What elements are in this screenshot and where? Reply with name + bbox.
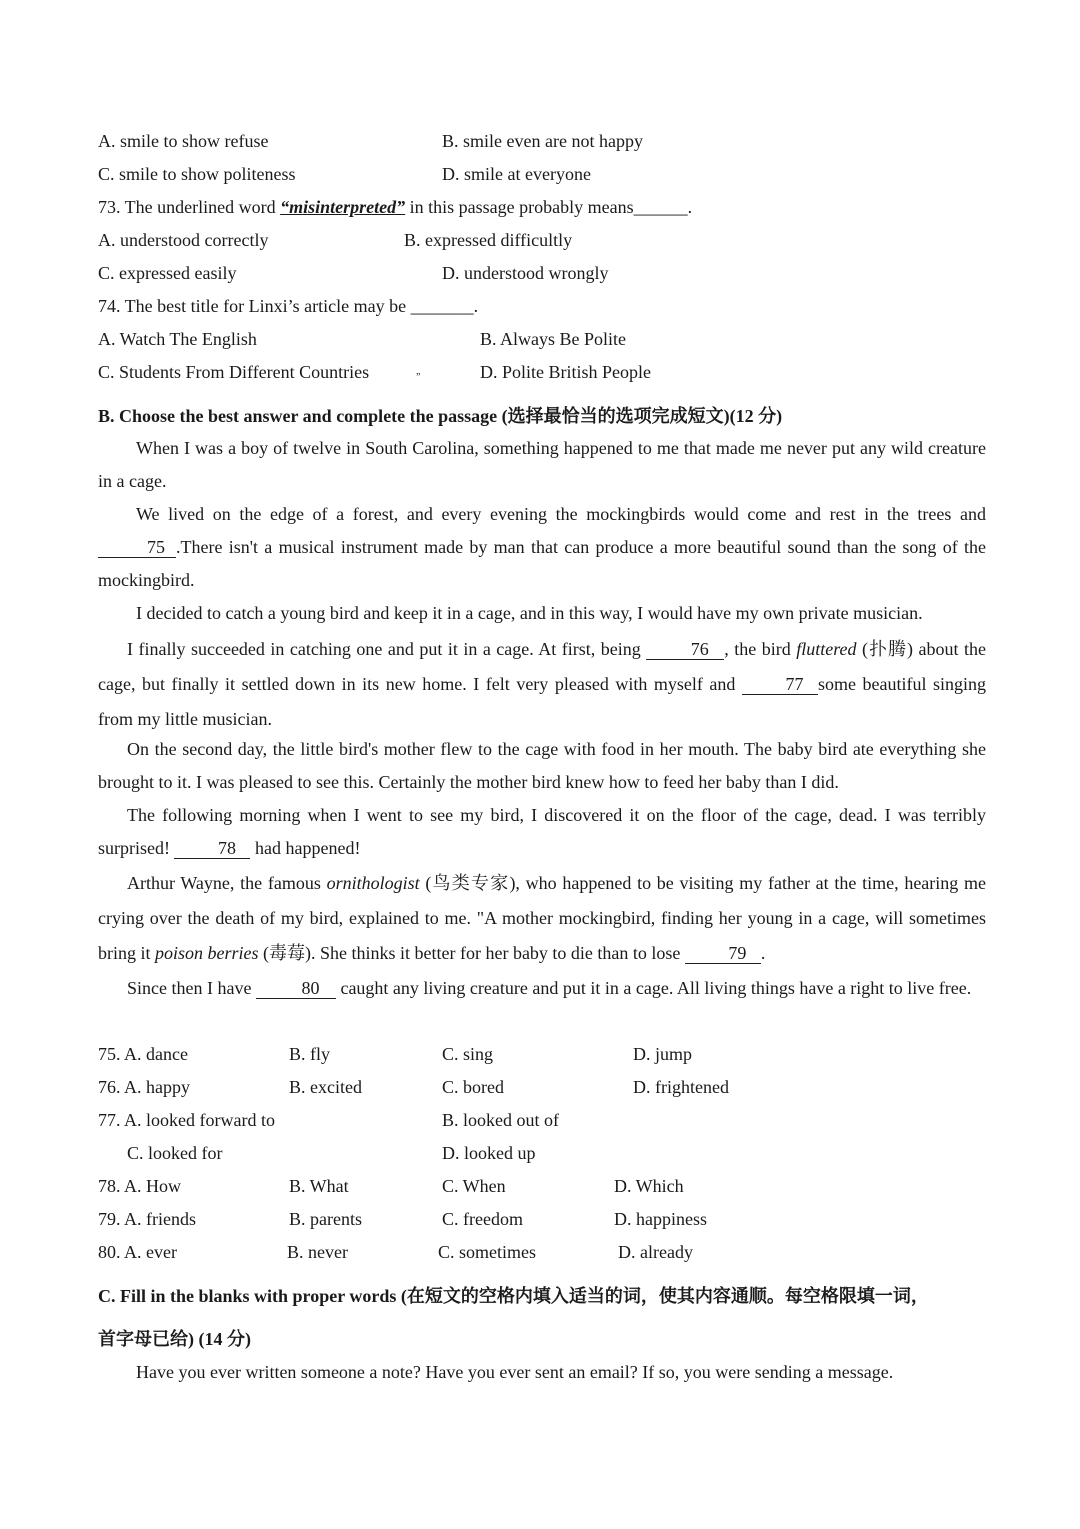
q79-option-c: C. freedom [442,1209,523,1229]
q75-option-d: D. jump [633,1044,693,1064]
blank-79: 79 [685,943,761,964]
blank-78: 78 [174,838,250,859]
q80-option-d: D. already [618,1242,693,1262]
passage-c-p1: Have you ever written someone a note? Have you ever sent an email? If so, you were sending a message. [136,1362,894,1382]
p4-text-b: , the bird [724,639,797,659]
passage-b-p3: I decided to catch a young bird and keep it in a cage, and in this way, I would have my own private musician. [136,603,923,623]
blank-77: 77 [742,674,818,695]
q78-option-b: B. What [289,1176,349,1196]
p4-italic-word: fluttered [796,639,857,659]
q73-stem-after: in this passage probably means______. [405,197,693,217]
p7-text-d: . [760,943,766,963]
q73-option-a: A. understood correctly [98,230,269,250]
q77-option-a: 77. A. looked forward to [98,1110,275,1130]
stray-mark: „ [416,366,421,377]
q74-option-b: B. Always Be Polite [480,329,627,349]
q78-option-c: C. When [442,1176,506,1196]
p2-text-b: .There isn't a musical instrument made by man that can produce a more beautiful sound than the song of the mockingbird. [98,537,986,590]
q77-option-b: B. looked out of [442,1110,559,1130]
q73-option-d: D. understood wrongly [442,263,609,283]
q74-option-a: A. Watch The English [98,329,257,349]
passage-b-p1: When I was a boy of twelve in South Carolina, something happened to me that made me never put any wild creature in a cage. [98,438,986,491]
q80-option-c: C. sometimes [438,1242,536,1262]
q74-stem: 74. The best title for Linxi’s article may be _______. [98,296,479,316]
q79-option-a: 79. A. friends [98,1209,196,1229]
q77-option-d: D. looked up [442,1143,536,1163]
q79-option-b: B. parents [289,1209,362,1229]
q78-option-a: 78. A. How [98,1176,182,1196]
p4-text-a: I finally succeeded in catching one and put it in a cage. At first, being [127,639,647,659]
passage-b-p5: On the second day, the little bird's mother flew to the cage with food in her mouth. The baby bird ate everything she brought to it. I was pleased to see this. Certainly the mother bird knew how to feed her baby than I did. [98,739,986,792]
q73-option-b: B. expressed difficultly [404,230,573,250]
p7-italic-word-1: ornithologist [326,873,420,893]
q72-option-d: D. smile at everyone [442,164,591,184]
q77-option-c: C. looked for [127,1143,223,1163]
q75-option-a: 75. A. dance [98,1044,188,1064]
q76-option-a: 76. A. happy [98,1077,190,1097]
blank-80: 80 [256,978,336,999]
p4-text-c: some beautiful singing from my little musician. [98,674,986,729]
q74-option-d: D. Polite British People [480,362,651,382]
q73-option-c: C. expressed easily [98,263,237,283]
blank-76: 76 [646,639,724,660]
p6-text-b: had happened! [250,838,361,858]
q76-option-c: C. bored [442,1077,504,1097]
section-b-heading: B. Choose the best answer and complete the passage (选择最恰当的选项完成短文)(12 分) [98,406,783,426]
p6-text-a: The following morning when I went to see my bird, I discovered it on the floor of the cage, dead. I was terribly surprised! [98,805,986,858]
passage-b-p7 [98,866,986,971]
passage-b-p4 [98,632,986,737]
p2-text-a: We lived on the edge of a forest, and every evening the mockingbirds would come and rest in the trees and [136,504,986,524]
q80-option-b: B. never [287,1242,348,1262]
q75-option-c: C. sing [442,1044,494,1064]
section-c-heading-line2: 首字母已给) (14 分) [98,1329,251,1349]
passage-b-p8 [98,972,986,1005]
p8-text-a: Since then I have [127,978,256,998]
section-c-heading-line1: C. Fill in the blanks with proper words (在短文的空格内填入适当的词，使其内容通顺。每空格限填一词， [98,1286,929,1306]
q78-option-d: D. Which [614,1176,684,1196]
p4-gloss: (扑腾) about the cage, but finally it settled down in its new home. I felt very pleased with myself and [98,639,986,694]
q73-keyword: “misinterpreted” [280,197,406,217]
q76-option-b: B. excited [289,1077,362,1097]
q80-option-a: 80. A. ever [98,1242,177,1262]
q73-stem [98,194,692,220]
q75-option-b: B. fly [289,1044,331,1064]
q79-option-d: D. happiness [614,1209,707,1229]
passage-b-p2 [98,498,986,597]
q72-option-b: B. smile even are not happy [442,131,643,151]
p7-text-b: (鸟类专家), who happened to be visiting my father at the time, hearing me crying over the death of my bird, explained to me. "A mother mockingbird, finding her young in a cage, will sometimes bring it [98,873,987,963]
p8-text-b: caught any living creature and put it in a cage. All living things have a right to live free. [335,978,972,998]
q72-option-c: C. smile to show politeness [98,164,296,184]
p7-italic-word-2: poison berries [155,943,259,963]
p7-text-a: Arthur Wayne, the famous [127,873,327,893]
passage-b-p6 [98,799,986,865]
q74-option-c: C. Students From Different Countries [98,362,370,382]
q76-option-d: D. frightened [633,1077,729,1097]
q73-stem-before: 73. The underlined word [98,197,281,217]
blank-75: 75 [98,537,176,558]
p7-text-c: (毒莓). She thinks it better for her baby to die than to lose [258,943,685,963]
q72-option-a: A. smile to show refuse [98,131,269,151]
